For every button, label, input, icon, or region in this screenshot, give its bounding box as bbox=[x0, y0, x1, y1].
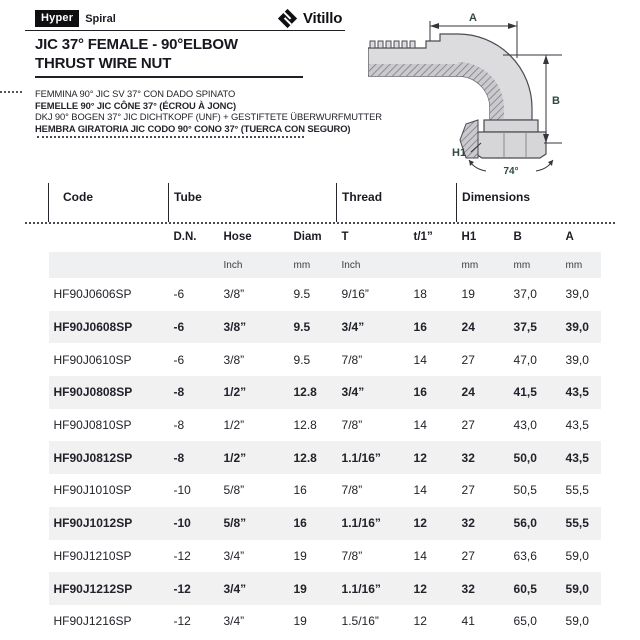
value-cell: -10 bbox=[169, 507, 219, 540]
value-cell: 32 bbox=[457, 572, 509, 605]
table-row bbox=[49, 540, 601, 573]
code-cell: HF90J0610SP bbox=[53, 352, 132, 367]
code-cell: HF90J1010SP bbox=[53, 483, 132, 498]
value-cell: 27 bbox=[461, 352, 475, 367]
value-cell: 19 bbox=[289, 572, 337, 605]
description-it: FEMMINA 90° JIC SV 37° CON DADO SPINATO bbox=[35, 88, 236, 99]
value-cell: 12.8 bbox=[289, 441, 337, 474]
value-cell: 39,0 bbox=[565, 287, 589, 302]
dim-b-label: B bbox=[552, 95, 560, 107]
value-cell: 43,5 bbox=[565, 418, 589, 433]
series-label: Spiral bbox=[85, 12, 116, 25]
column-unit bbox=[409, 252, 457, 278]
code-cell: HF90J1210SP bbox=[53, 548, 132, 563]
value-cell: 55,5 bbox=[561, 507, 601, 540]
value-cell: -12 bbox=[169, 572, 219, 605]
value-cell: 59,0 bbox=[565, 548, 589, 563]
barb-hatch bbox=[369, 64, 458, 76]
value-cell: 56,0 bbox=[509, 507, 561, 540]
value-cell: -10 bbox=[173, 483, 191, 498]
value-cell: 43,0 bbox=[513, 418, 537, 433]
table-row bbox=[49, 311, 601, 344]
value-cell: 14 bbox=[413, 483, 427, 498]
value-cell: 9.5 bbox=[293, 287, 311, 302]
value-cell: 27 bbox=[461, 483, 475, 498]
value-cell: 7/8” bbox=[341, 418, 363, 433]
value-cell: 5/8” bbox=[219, 507, 289, 540]
value-cell: -8 bbox=[169, 376, 219, 409]
series-badge: Hyper bbox=[35, 10, 79, 27]
margin-dotted-line bbox=[0, 91, 22, 93]
value-cell: 50,5 bbox=[513, 483, 537, 498]
value-cell: 43,5 bbox=[561, 441, 601, 474]
value-cell: 12 bbox=[409, 572, 457, 605]
value-cell: 59,0 bbox=[565, 614, 589, 629]
column-unit bbox=[169, 252, 219, 278]
code-cell: HF90J1212SP bbox=[49, 572, 169, 605]
table-row bbox=[49, 278, 601, 311]
table-row bbox=[49, 441, 601, 474]
column-header: B bbox=[513, 231, 522, 243]
title-rule bbox=[35, 76, 303, 78]
value-cell: 19 bbox=[293, 614, 307, 629]
value-cell: 43,5 bbox=[561, 376, 601, 409]
seat-angle-label: 74° bbox=[503, 166, 519, 177]
page-title bbox=[35, 35, 238, 73]
column-unit: Inch bbox=[337, 252, 409, 278]
value-cell: -12 bbox=[173, 548, 191, 563]
column-header: A bbox=[565, 231, 574, 243]
value-cell: 59,0 bbox=[561, 572, 601, 605]
vitillo-diamond-icon bbox=[277, 8, 298, 29]
elbow-body bbox=[368, 34, 532, 120]
column-unit: mm bbox=[561, 252, 601, 278]
column-header: t/1” bbox=[413, 231, 433, 243]
header-rule bbox=[25, 30, 345, 31]
value-cell: -6 bbox=[169, 311, 219, 344]
brand-name: Vitillo bbox=[303, 10, 343, 27]
value-cell: 3/4” bbox=[337, 311, 409, 344]
value-cell: 1.1/16” bbox=[337, 441, 409, 474]
value-cell: 7/8” bbox=[341, 483, 363, 498]
column-unit: mm bbox=[457, 252, 509, 278]
table-row bbox=[49, 605, 601, 638]
code-cell: HF90J0606SP bbox=[53, 287, 132, 302]
value-cell: 3/8” bbox=[223, 287, 245, 302]
column-header: Hose bbox=[223, 231, 252, 243]
value-cell: 50,0 bbox=[509, 441, 561, 474]
value-cell: 1.1/16” bbox=[337, 572, 409, 605]
value-cell: 16 bbox=[409, 376, 457, 409]
brand-row bbox=[35, 10, 116, 27]
value-cell: 27 bbox=[461, 548, 475, 563]
value-cell: 7/8” bbox=[341, 352, 363, 367]
value-cell: 60,5 bbox=[509, 572, 561, 605]
value-cell: 9.5 bbox=[289, 311, 337, 344]
value-cell: 24 bbox=[457, 376, 509, 409]
value-cell: 12.8 bbox=[289, 376, 337, 409]
column-header bbox=[49, 222, 169, 252]
value-cell: 24 bbox=[457, 311, 509, 344]
value-cell: 12 bbox=[409, 507, 457, 540]
value-cell: 14 bbox=[413, 418, 427, 433]
value-cell: 16 bbox=[409, 311, 457, 344]
dim-h1-label: H1 bbox=[452, 147, 467, 159]
value-cell: 65,0 bbox=[513, 614, 537, 629]
value-cell: 19 bbox=[461, 287, 475, 302]
group-thread: Thread bbox=[337, 183, 457, 222]
nut-body bbox=[476, 132, 546, 158]
value-cell: 12 bbox=[409, 441, 457, 474]
value-cell: 12 bbox=[413, 614, 427, 629]
column-header: D.N. bbox=[173, 231, 197, 243]
group-tube: Tube bbox=[169, 183, 337, 222]
code-cell: HF90J0808SP bbox=[49, 376, 169, 409]
description-dotted-line bbox=[37, 136, 304, 138]
value-cell: 9/16” bbox=[341, 287, 369, 302]
code-cell: HF90J0812SP bbox=[49, 441, 169, 474]
description-de: DKJ 90° BOGEN 37° JIC DICHTKOPF (UNF) + GESTIFTETE ÜBERWURFMUTTER bbox=[35, 111, 382, 123]
column-header: H1 bbox=[461, 231, 477, 243]
page-title-line2: THRUST WIRE NUT bbox=[35, 55, 172, 72]
column-unit: mm bbox=[509, 252, 561, 278]
value-cell: 63,6 bbox=[513, 548, 537, 563]
value-cell: 32 bbox=[457, 507, 509, 540]
value-cell: 1/2” bbox=[219, 376, 289, 409]
column-header: T bbox=[341, 231, 349, 243]
column-unit: Inch bbox=[219, 252, 289, 278]
value-cell: -8 bbox=[169, 441, 219, 474]
table-row bbox=[49, 474, 601, 507]
value-cell: 1.1/16” bbox=[337, 507, 409, 540]
value-cell: -6 bbox=[173, 287, 185, 302]
column-unit bbox=[49, 252, 169, 278]
group-dimensions: Dimensions bbox=[457, 183, 601, 222]
page-title-line1: JIC 37° FEMALE - 90°ELBOW bbox=[35, 36, 238, 53]
code-cell: HF90J0608SP bbox=[49, 311, 169, 344]
value-cell: 41 bbox=[461, 614, 475, 629]
value-cell: 7/8” bbox=[341, 548, 363, 563]
column-unit: mm bbox=[289, 252, 337, 278]
value-cell: 41,5 bbox=[509, 376, 561, 409]
value-cell: 3/4” bbox=[219, 572, 289, 605]
table-row bbox=[49, 572, 601, 605]
value-cell: 16 bbox=[289, 507, 337, 540]
table-row bbox=[49, 409, 601, 442]
code-cell: HF90J1012SP bbox=[49, 507, 169, 540]
code-cell: HF90J0810SP bbox=[53, 418, 132, 433]
group-code: Code bbox=[49, 183, 169, 222]
table-row bbox=[49, 376, 601, 409]
value-cell: 3/8” bbox=[223, 352, 245, 367]
value-cell: 37,5 bbox=[509, 311, 561, 344]
value-cell: 39,0 bbox=[561, 311, 601, 344]
value-cell: 14 bbox=[413, 352, 427, 367]
description-fr: FEMELLE 90° JIC CÔNE 37° (ÉCROU À JONC) bbox=[35, 99, 237, 111]
value-cell: 1/2” bbox=[219, 441, 289, 474]
value-cell: 12.8 bbox=[293, 418, 317, 433]
value-cell: 18 bbox=[413, 287, 427, 302]
value-cell: -12 bbox=[173, 614, 191, 629]
description-es: HEMBRA GIRATORIA JIC CODO 90° CONO 37° (TUERCA CON SEGURO) bbox=[35, 123, 351, 135]
value-cell: 39,0 bbox=[565, 352, 589, 367]
value-cell: 3/4” bbox=[223, 548, 245, 563]
table-row bbox=[49, 507, 601, 540]
value-cell: 16 bbox=[293, 483, 307, 498]
value-cell: 9.5 bbox=[293, 352, 311, 367]
value-cell: 3/4” bbox=[223, 614, 245, 629]
table-group-row bbox=[49, 183, 601, 222]
value-cell: 37,0 bbox=[513, 287, 537, 302]
dim-a-label: A bbox=[469, 12, 477, 24]
value-cell: 47,0 bbox=[513, 352, 537, 367]
value-cell: 55,5 bbox=[565, 483, 589, 498]
value-cell: 27 bbox=[461, 418, 475, 433]
table-row bbox=[49, 343, 601, 376]
value-cell: 3/4” bbox=[337, 376, 409, 409]
value-cell: 5/8” bbox=[223, 483, 245, 498]
nut-flange bbox=[484, 120, 538, 132]
value-cell: -6 bbox=[173, 352, 185, 367]
table-units-row bbox=[49, 252, 601, 278]
code-cell: HF90J1216SP bbox=[53, 614, 132, 629]
value-cell: 32 bbox=[457, 441, 509, 474]
value-cell: 1.5/16” bbox=[341, 614, 379, 629]
value-cell: 1/2” bbox=[223, 418, 245, 433]
hose-barb-serrations bbox=[370, 41, 415, 48]
fitting-technical-drawing bbox=[368, 8, 640, 180]
description-block bbox=[35, 88, 382, 135]
spec-table bbox=[48, 183, 601, 638]
value-cell: -8 bbox=[173, 418, 185, 433]
tube-hatch bbox=[490, 108, 504, 120]
table-subheader-row bbox=[49, 222, 601, 252]
brand-logo bbox=[277, 8, 342, 29]
column-header: Diam bbox=[293, 231, 322, 243]
value-cell: 3/8” bbox=[219, 311, 289, 344]
value-cell: 14 bbox=[413, 548, 427, 563]
value-cell: 19 bbox=[293, 548, 307, 563]
